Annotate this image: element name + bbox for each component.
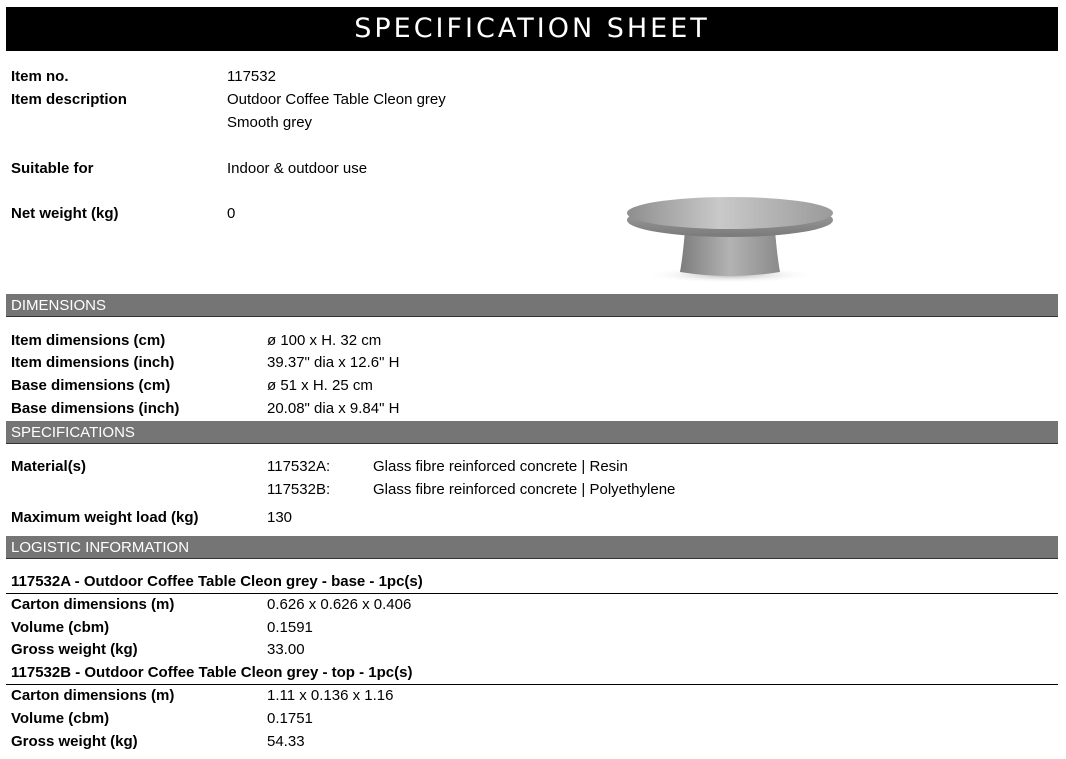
logistic-section-header: LOGISTIC INFORMATION	[6, 536, 1058, 559]
product-image	[615, 180, 845, 290]
carton-dimensions-value: 0.626 x 0.626 x 0.406	[267, 596, 412, 613]
volume-value: 0.1751	[267, 710, 313, 727]
gross-weight-value: 33.00	[267, 641, 305, 658]
materials-label: Material(s)	[11, 458, 87, 475]
material-code: 117532A:	[267, 458, 331, 475]
base-dimensions-inch-label: Base dimensions (inch)	[11, 400, 180, 417]
item-dimensions-cm-value: ø 100 x H. 32 cm	[267, 332, 382, 349]
volume-value: 0.1591	[267, 619, 313, 636]
carton-dimensions-label: Carton dimensions (m)	[11, 687, 175, 704]
gross-weight-label: Gross weight (kg)	[11, 733, 138, 750]
material-value: Glass fibre reinforced concrete | Resin	[373, 458, 628, 475]
gross-weight-label: Gross weight (kg)	[11, 641, 138, 658]
item-description-value: Outdoor Coffee Table Cleon grey	[227, 91, 446, 108]
base-dimensions-cm-label: Base dimensions (cm)	[11, 377, 171, 394]
item-dimensions-inch-label: Item dimensions (inch)	[11, 354, 175, 371]
net-weight-value: 0	[227, 205, 236, 222]
item-no-value: 117532	[227, 68, 276, 85]
dimensions-section-header: DIMENSIONS	[6, 294, 1058, 317]
suitable-for-label: Suitable for	[11, 160, 94, 177]
material-code: 117532B:	[267, 481, 331, 498]
item-finish-value: Smooth grey	[227, 114, 313, 131]
carton-dimensions-value: 1.11 x 0.136 x 1.16	[267, 687, 394, 704]
material-value: Glass fibre reinforced concrete | Polyethylene	[373, 481, 676, 498]
page-title: SPECIFICATION SHEET	[6, 7, 1058, 51]
suitable-for-value: Indoor & outdoor use	[227, 160, 368, 177]
base-dimensions-inch-value: 20.08" dia x 9.84" H	[267, 400, 400, 417]
volume-label: Volume (cbm)	[11, 619, 110, 636]
net-weight-label: Net weight (kg)	[11, 205, 119, 222]
item-description-label: Item description	[11, 91, 127, 108]
max-weight-load-label: Maximum weight load (kg)	[11, 509, 199, 526]
specifications-section-header: SPECIFICATIONS	[6, 421, 1058, 444]
base-dimensions-cm-value: ø 51 x H. 25 cm	[267, 377, 373, 394]
item-no-label: Item no.	[11, 68, 69, 85]
item-dimensions-inch-value: 39.37" dia x 12.6" H	[267, 354, 400, 371]
item-dimensions-cm-label: Item dimensions (cm)	[11, 332, 166, 349]
max-weight-load-value: 130	[267, 509, 293, 526]
gross-weight-value: 54.33	[267, 733, 305, 750]
volume-label: Volume (cbm)	[11, 710, 110, 727]
package-title: 117532A - Outdoor Coffee Table Cleon grey - base - 1pc(s)	[6, 572, 1058, 594]
package-title: 117532B - Outdoor Coffee Table Cleon grey - top - 1pc(s)	[6, 663, 1058, 685]
carton-dimensions-label: Carton dimensions (m)	[11, 596, 175, 613]
